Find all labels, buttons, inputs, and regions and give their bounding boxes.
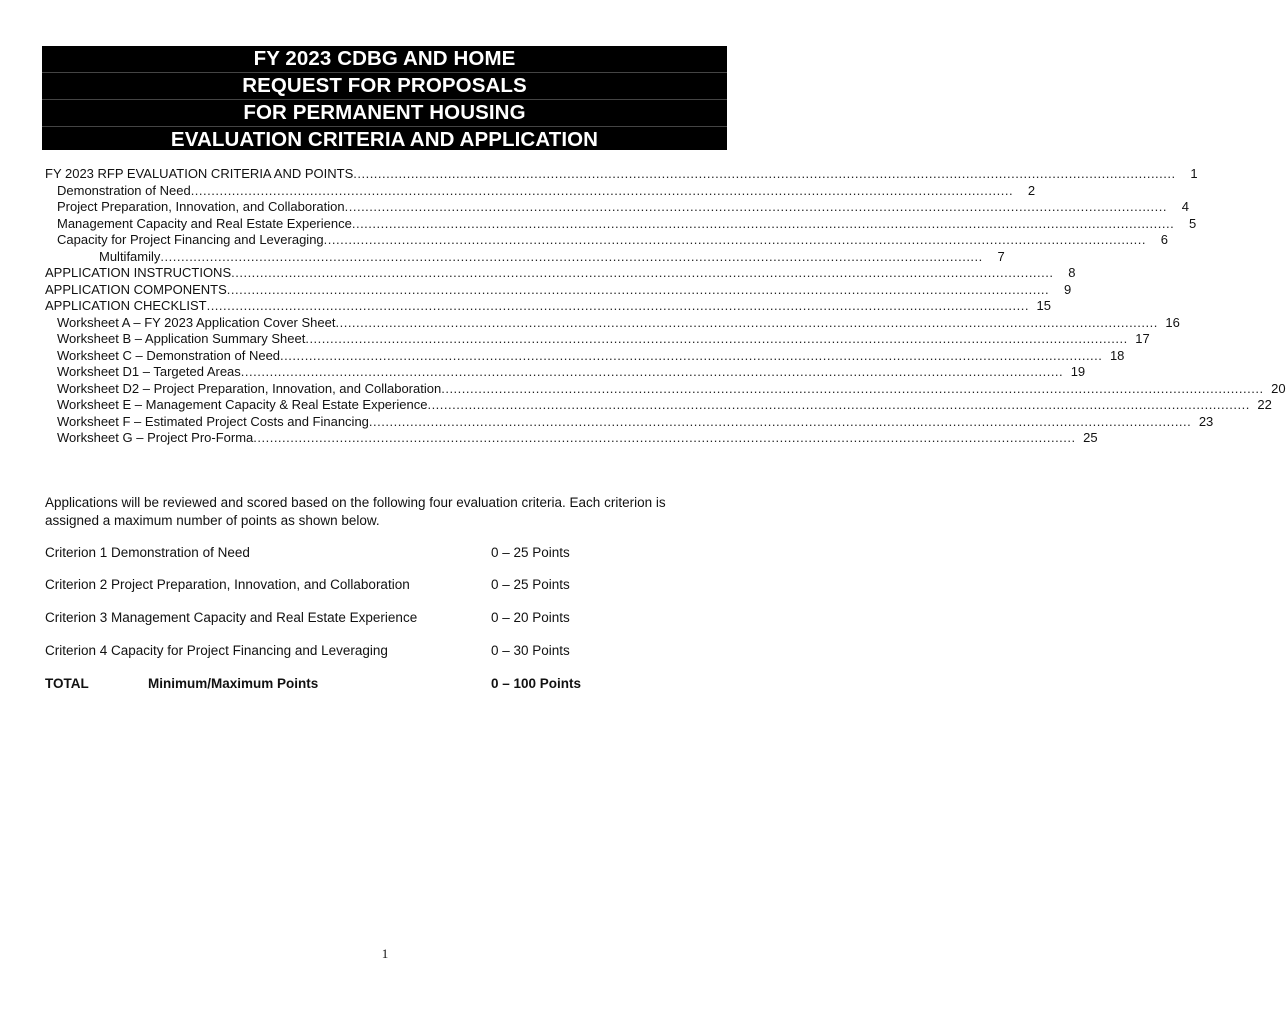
leader-dots: ........................................................................................................................................................................................................ — [441, 380, 1264, 396]
title-line: REQUEST FOR PROPOSALS — [42, 73, 727, 100]
leader-dots: ........................................................................................................................................................................................................ — [323, 232, 1147, 247]
leader-dots: ........................................................................................................................................................................................................ — [190, 182, 1014, 198]
toc-entry — [45, 413, 1214, 431]
criterion-name: Criterion 4 Capacity for Project Financing and Leveraging — [45, 643, 388, 658]
toc-page: 15 — [1036, 298, 1051, 313]
toc-label: Worksheet G – Project Pro-Forma — [57, 430, 254, 445]
toc-page: 8 — [1068, 265, 1076, 280]
toc-label: Worksheet D1 – Targeted Areas — [57, 364, 241, 379]
toc-label: Worksheet F – Estimated Project Costs and Financing — [57, 413, 369, 429]
toc-label: Management Capacity and Real Estate Experience — [57, 215, 352, 231]
leader-dots: ........................................................................................................................................................................................................ — [368, 413, 1192, 429]
toc-page: 1 — [1190, 166, 1198, 181]
toc-label: Worksheet A – FY 2023 Application Cover Sheet — [57, 314, 336, 330]
toc-page: 18 — [1109, 347, 1125, 363]
toc-label: FY 2023 RFP EVALUATION CRITERIA AND POINTS — [45, 166, 354, 181]
leader-dots: ........................................................................................................................................................................................................ — [226, 281, 1050, 297]
toc-entry — [45, 430, 1098, 447]
leader-dots: ........................................................................................................................................................................................................ — [427, 397, 1250, 412]
leader-dots: ........................................................................................................................................................................................................ — [231, 265, 1054, 280]
leader-dots: ........................................................................................................................................................................................................ — [280, 347, 1103, 363]
toc-page: 20 — [1271, 380, 1286, 396]
toc-label: Project Preparation, Innovation, and Collaboration — [57, 199, 345, 214]
toc-page: 5 — [1188, 215, 1197, 231]
toc-label: Worksheet E – Management Capacity & Real Estate Experience — [57, 397, 428, 412]
title-line: FY 2023 CDBG AND HOME — [42, 46, 727, 73]
leader-dots: ........................................................................................................................................................................................................ — [305, 331, 1128, 346]
criterion-name: Criterion 3 Management Capacity and Real Estate Experience — [45, 610, 418, 625]
page-number: 1 — [381, 946, 389, 961]
toc-page: 9 — [1063, 281, 1072, 297]
total-row — [45, 675, 685, 693]
toc-page: 4 — [1181, 199, 1189, 214]
toc-entry — [45, 199, 1189, 216]
toc-entry — [45, 314, 1180, 332]
toc-entry — [45, 248, 1005, 266]
toc-entry — [45, 265, 1076, 282]
toc-label: Worksheet B – Application Summary Sheet — [57, 331, 306, 346]
title-block — [42, 46, 727, 150]
toc-label: Worksheet C – Demonstration of Need — [57, 347, 281, 363]
toc-entry — [45, 380, 1286, 398]
toc-entry — [45, 364, 1086, 381]
toc-entry — [45, 281, 1072, 299]
criterion-name: Criterion 2 Project Preparation, Innovation, and Collaboration — [45, 577, 410, 592]
toc-label: Worksheet D2 – Project Preparation, Innovation, and Collaboration — [57, 380, 442, 396]
leader-dots: ........................................................................................................................................................................................................ — [344, 199, 1167, 214]
toc-entry — [45, 215, 1197, 233]
leader-dots: ........................................................................................................................................................................................................ — [206, 298, 1029, 313]
leader-dots: ........................................................................................................................................................................................................ — [335, 314, 1158, 330]
criterion-points: 0 – 20 Points — [491, 610, 570, 625]
criterion-row — [45, 642, 685, 660]
criterion-row — [45, 576, 685, 594]
toc-entry — [45, 397, 1272, 414]
toc-page: 23 — [1198, 413, 1214, 429]
criterion-points: 0 – 25 Points — [491, 545, 570, 560]
leader-dots: ........................................................................................................................................................................................................ — [240, 364, 1064, 379]
leader-dots: ........................................................................................................................................................................................................ — [253, 430, 1076, 445]
toc-page: 19 — [1070, 364, 1086, 379]
toc-label: Demonstration of Need — [57, 182, 191, 198]
toc-page: 2 — [1027, 182, 1036, 198]
intro-paragraph: Applications will be reviewed and scored based on the following four evaluation criteria. Each criterion is assigned a maximum number of points as shown below. — [45, 495, 666, 528]
toc-entry — [45, 347, 1125, 365]
toc-entry — [45, 232, 1169, 249]
toc-label: APPLICATION CHECKLIST — [45, 298, 207, 313]
toc-page: 17 — [1135, 331, 1150, 346]
title-line: EVALUATION CRITERIA AND APPLICATION — [170, 128, 599, 151]
toc-page: 25 — [1083, 430, 1098, 445]
criterion-name: Criterion 1 Demonstration of Need — [45, 545, 250, 560]
toc-page: 22 — [1257, 397, 1272, 412]
toc-page: 6 — [1160, 232, 1169, 247]
toc-label: Capacity for Project Financing and Leveraging — [57, 232, 324, 247]
toc-page: 16 — [1165, 314, 1180, 330]
leader-dots: ........................................................................................................................................................................................................ — [351, 215, 1175, 231]
toc-entry — [45, 298, 1051, 315]
criterion-points: 0 – 25 Points — [491, 577, 570, 592]
toc-page: 7 — [997, 248, 1005, 264]
leader-dots: ........................................................................................................................................................................................................ — [160, 248, 983, 264]
table-of-contents — [45, 166, 1286, 447]
total-label: TOTAL — [45, 676, 89, 691]
toc-entry — [45, 182, 1036, 200]
toc-label: APPLICATION COMPONENTS — [45, 281, 227, 297]
leader-dots: ........................................................................................................................................................................................................ — [353, 166, 1176, 181]
criterion-row — [45, 544, 685, 562]
criterion-row — [45, 609, 685, 627]
criterion-points: 0 – 30 Points — [491, 643, 570, 658]
title-line: FOR PERMANENT HOUSING — [42, 100, 727, 127]
toc-label: Multifamily — [99, 248, 161, 264]
toc-label: APPLICATION INSTRUCTIONS — [45, 265, 232, 280]
total-points: 0 – 100 Points — [491, 676, 582, 691]
toc-entry — [45, 166, 1198, 183]
toc-entry — [45, 331, 1150, 348]
total-description: Minimum/Maximum Points — [148, 676, 319, 691]
